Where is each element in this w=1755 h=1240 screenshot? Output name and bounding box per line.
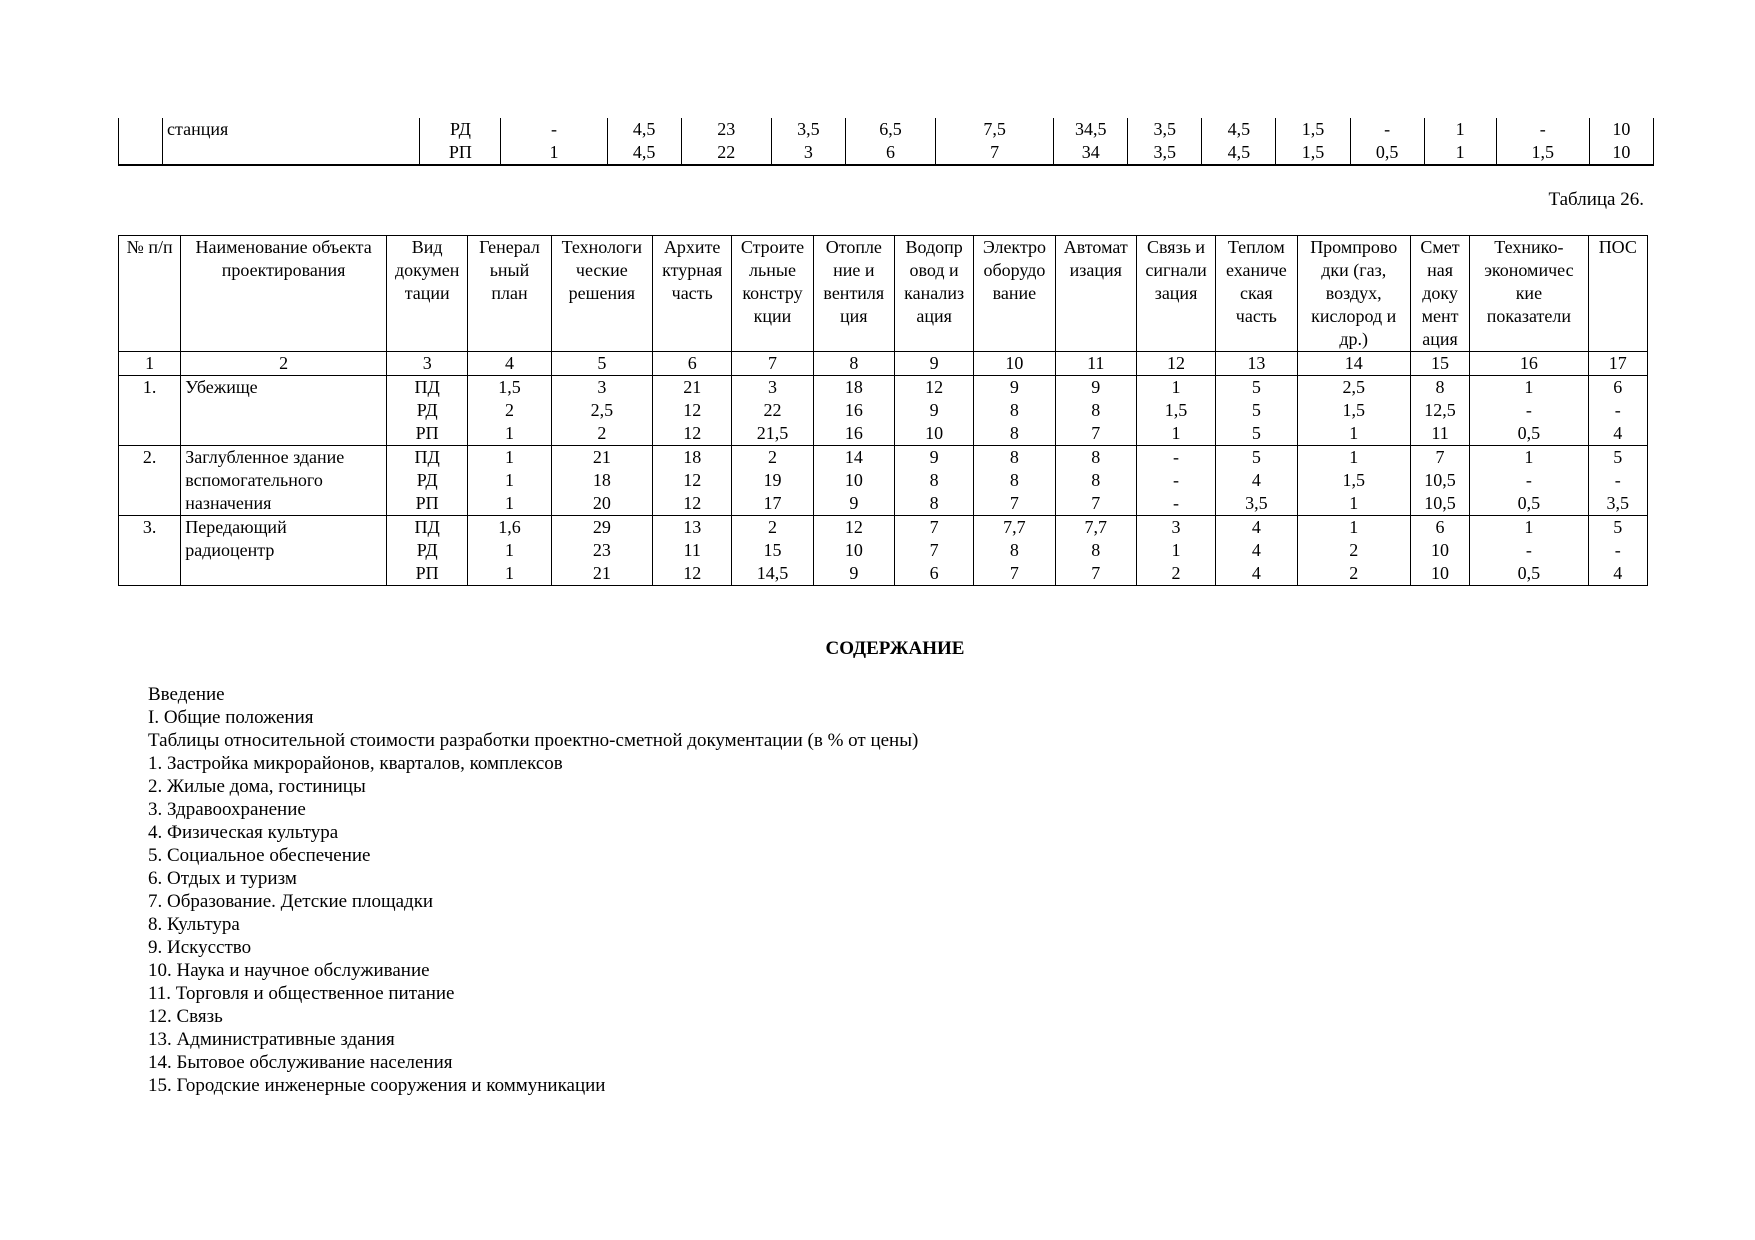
contents-item: 12. Связь xyxy=(148,1006,223,1027)
value-cell: 6 10 10 xyxy=(1410,516,1469,586)
value-cell: 7,7 8 7 xyxy=(1055,516,1136,586)
table-row xyxy=(119,376,1648,446)
header-electrical: Электро оборудо вание xyxy=(974,236,1055,352)
value-cell: 10 10 xyxy=(1589,118,1653,165)
column-number: 13 xyxy=(1216,352,1297,376)
value-cell: 9 8 8 xyxy=(894,446,973,516)
value-cell: 5 4 3,5 xyxy=(1216,446,1297,516)
value-cell: 5 - 4 xyxy=(1588,516,1647,586)
contents-item: 6. Отдых и туризм xyxy=(148,868,297,889)
value-cell: 5 - 3,5 xyxy=(1588,446,1647,516)
column-number: 1 xyxy=(119,352,181,376)
value-cell: 8 8 7 xyxy=(974,446,1055,516)
value-cell: 12 9 10 xyxy=(894,376,973,446)
doc-type-cell: ПД РД РП xyxy=(387,516,468,586)
contents-item: Таблицы относительной стоимости разработки проектно-сметной документации (в % от цены) xyxy=(148,730,919,751)
header-heating: Отопле ние и вентиля ция xyxy=(813,236,894,352)
table-row xyxy=(119,446,1648,516)
contents-list xyxy=(148,683,918,1097)
column-number: 7 xyxy=(732,352,813,376)
value-cell: 3 1 2 xyxy=(1136,516,1215,586)
value-cell: 8 12,5 11 xyxy=(1410,376,1469,446)
value-cell: 7,5 7 xyxy=(936,118,1054,165)
object-name-cell: Заглубленное здание вспомогательного назначения xyxy=(181,446,387,516)
value-cell: 21 18 20 xyxy=(551,446,652,516)
value-cell: 18 12 12 xyxy=(653,446,732,516)
value-cell: 34,5 34 xyxy=(1054,118,1128,165)
contents-item: Введение xyxy=(148,684,225,705)
column-number: 14 xyxy=(1297,352,1410,376)
value-cell: 3,5 3,5 xyxy=(1128,118,1202,165)
header-pos: ПОС xyxy=(1588,236,1647,352)
doc-type-cell: РД РП xyxy=(420,118,501,165)
value-cell: 1 1 xyxy=(1424,118,1496,165)
cost-table xyxy=(118,235,1648,586)
value-cell: 2,5 1,5 1 xyxy=(1297,376,1410,446)
contents-title: СОДЕРЖАНИЕ xyxy=(825,638,965,659)
continuation-table xyxy=(118,118,1654,166)
table-caption: Таблица 26. xyxy=(1548,189,1644,210)
value-cell: 14 10 9 xyxy=(813,446,894,516)
value-cell: 1 2 2 xyxy=(1297,516,1410,586)
header-doc-type: Вид докумен тации xyxy=(387,236,468,352)
value-cell: 1 - 0,5 xyxy=(1470,446,1588,516)
value-cell: 1,6 1 1 xyxy=(468,516,551,586)
column-number: 4 xyxy=(468,352,551,376)
value-cell: 7 7 6 xyxy=(894,516,973,586)
column-number: 15 xyxy=(1410,352,1469,376)
table-row xyxy=(119,118,1654,165)
header-row xyxy=(119,236,1648,352)
contents-item: I. Общие положения xyxy=(148,707,314,728)
value-cell: 1 - 0,5 xyxy=(1470,516,1588,586)
header-piping: Промпрово дки (газ, воздух, кислород и др.) xyxy=(1297,236,1410,352)
contents-item: 1. Застройка микрорайонов, кварталов, комплексов xyxy=(148,753,563,774)
header-estimate: Смет ная доку мент ация xyxy=(1410,236,1469,352)
value-cell: 5 5 5 xyxy=(1216,376,1297,446)
value-cell: 18 16 16 xyxy=(813,376,894,446)
value-cell: 7 10,5 10,5 xyxy=(1410,446,1469,516)
contents-item: 2. Жилые дома, гостиницы xyxy=(148,776,366,797)
value-cell: 3 22 21,5 xyxy=(732,376,813,446)
object-name-cell: Убежище xyxy=(181,376,387,446)
row-number: 3. xyxy=(119,516,181,586)
value-cell: 1 1 1 xyxy=(468,446,551,516)
value-cell: 21 12 12 xyxy=(653,376,732,446)
value-cell: 4,5 4,5 xyxy=(607,118,681,165)
contents-item: 7. Образование. Детские площадки xyxy=(148,891,434,912)
header-structures: Строите льные констру кции xyxy=(732,236,813,352)
header-automation: Автомат изация xyxy=(1055,236,1136,352)
column-number: 3 xyxy=(387,352,468,376)
column-number: 10 xyxy=(974,352,1055,376)
contents-item: 11. Торговля и общественное питание xyxy=(148,983,455,1004)
contents-item: 15. Городские инженерные сооружения и коммуникации xyxy=(148,1075,606,1096)
header-economics: Технико- экономичес кие показатели xyxy=(1470,236,1588,352)
column-number-row xyxy=(119,352,1648,376)
header-water: Водопр овод и канализ ация xyxy=(894,236,973,352)
object-name-cell: Передающий радиоцентр xyxy=(181,516,387,586)
column-number: 11 xyxy=(1055,352,1136,376)
row-number: 2. xyxy=(119,446,181,516)
value-cell: 7,7 8 7 xyxy=(974,516,1055,586)
header-general-plan: Генерал ьный план xyxy=(468,236,551,352)
header-number: № п/п xyxy=(119,236,181,352)
contents-item: 3. Здравоохранение xyxy=(148,799,306,820)
value-cell: 4,5 4,5 xyxy=(1202,118,1276,165)
column-number: 9 xyxy=(894,352,973,376)
contents-item: 4. Физическая культура xyxy=(148,822,339,843)
header-architecture: Архите ктурная часть xyxy=(653,236,732,352)
value-cell: 6 - 4 xyxy=(1588,376,1647,446)
value-cell: 3 2,5 2 xyxy=(551,376,652,446)
table-row xyxy=(119,516,1648,586)
contents-item: 5. Социальное обеспечение xyxy=(148,845,371,866)
value-cell: 1,5 2 1 xyxy=(468,376,551,446)
cell-empty xyxy=(119,118,163,165)
value-cell: 2 19 17 xyxy=(732,446,813,516)
value-cell: 1 - 0,5 xyxy=(1470,376,1588,446)
value-cell: 1 1,5 1 xyxy=(1297,446,1410,516)
column-number: 6 xyxy=(653,352,732,376)
doc-type-cell: ПД РД РП xyxy=(387,446,468,516)
header-communication: Связь и сигнали зация xyxy=(1136,236,1215,352)
contents-item: 9. Искусство xyxy=(148,937,252,958)
value-cell: - 1,5 xyxy=(1496,118,1589,165)
header-object-name: Наименование объекта проектирования xyxy=(181,236,387,352)
header-technology: Технологи ческие решения xyxy=(551,236,652,352)
value-cell: 8 8 7 xyxy=(1055,446,1136,516)
column-number: 5 xyxy=(551,352,652,376)
value-cell: - 0,5 xyxy=(1350,118,1424,165)
contents-item: 10. Наука и научное обслуживание xyxy=(148,960,430,981)
value-cell: 1,5 1,5 xyxy=(1276,118,1350,165)
value-cell: 9 8 7 xyxy=(1055,376,1136,446)
value-cell: 13 11 12 xyxy=(653,516,732,586)
value-cell: 1 1,5 1 xyxy=(1136,376,1215,446)
value-cell: 3,5 3 xyxy=(771,118,845,165)
column-number: 16 xyxy=(1470,352,1588,376)
value-cell: 23 22 xyxy=(681,118,771,165)
object-name-cell: станция xyxy=(163,118,420,165)
value-cell: 4 4 4 xyxy=(1216,516,1297,586)
column-number: 17 xyxy=(1588,352,1647,376)
column-number: 8 xyxy=(813,352,894,376)
value-cell: 12 10 9 xyxy=(813,516,894,586)
value-cell: - 1 xyxy=(501,118,607,165)
contents-item: 8. Культура xyxy=(148,914,240,935)
doc-type-cell: ПД РД РП xyxy=(387,376,468,446)
value-cell: 9 8 8 xyxy=(974,376,1055,446)
value-cell: - - - xyxy=(1136,446,1215,516)
contents-item: 14. Бытовое обслуживание населения xyxy=(148,1052,453,1073)
column-number: 2 xyxy=(181,352,387,376)
row-number: 1. xyxy=(119,376,181,446)
value-cell: 2 15 14,5 xyxy=(732,516,813,586)
column-number: 12 xyxy=(1136,352,1215,376)
value-cell: 6,5 6 xyxy=(845,118,935,165)
header-thermal: Теплом еханиче ская часть xyxy=(1216,236,1297,352)
contents-item: 13. Административные здания xyxy=(148,1029,395,1050)
value-cell: 29 23 21 xyxy=(551,516,652,586)
